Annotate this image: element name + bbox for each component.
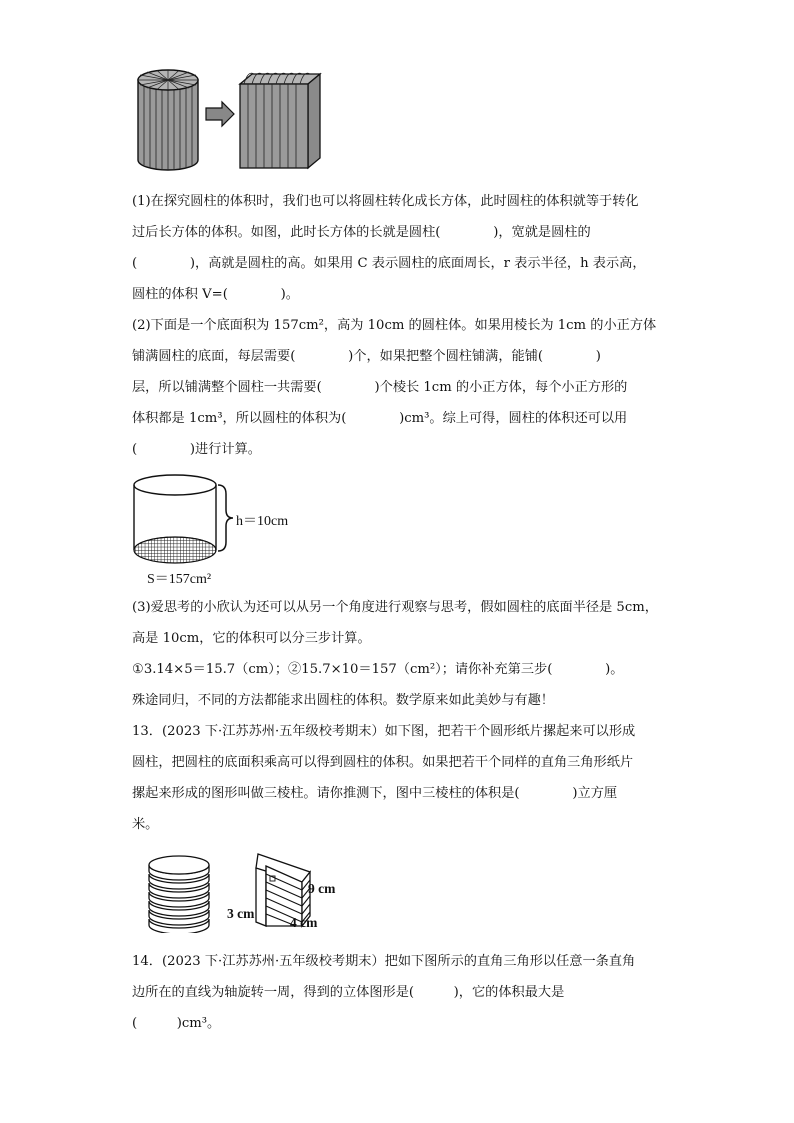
prism-height-label: 9 cm (308, 881, 336, 896)
q12-part2-line3: 层，所以铺满整个圆柱一共需要( )个棱长 1cm 的小正方体，每个小正方形的 (132, 380, 628, 395)
q12-part1-line2: 过后长方体的体积。如图，此时长方体的长就是圆柱( )，宽就是圆柱的 (132, 225, 591, 240)
q12-part1-line4: 圆柱的体积 V=( )。 (132, 287, 299, 302)
prism-side-a-label: 3 cm (227, 906, 255, 921)
area-label: S＝157cm² (147, 572, 212, 587)
q14-line2: 边所在的直线为轴旋转一周，得到的立体图形是( )，它的体积最大是 (132, 985, 565, 1000)
q12-part2-line4: 体积都是 1cm³，所以圆柱的体积为( )cm³。综上可得，圆柱的体积还可以用 (132, 411, 628, 426)
q13-line2: 圆柱，把圆柱的底面积乘高可以得到圆柱的体积。如果把若干个同样的直角三角形纸片 (132, 755, 634, 770)
q12-part3-line4: 殊途同归，不同的方法都能求出圆柱的体积。数学原来如此美妙与有趣！ (132, 693, 554, 708)
q13-line3: 摞起来形成的图形叫做三棱柱。请你推测下，图中三棱柱的体积是( )立方厘 (132, 786, 618, 801)
cylinder-to-cuboid-figure (130, 62, 340, 178)
q12-part3-line1: (3)爱思考的小欣认为还可以从另一个角度进行观察与思考，假如圆柱的底面半径是 5cm， (132, 600, 658, 615)
q12-part1-line1: (1)在探究圆柱的体积时，我们也可以将圆柱转化成长方体，此时圆柱的体积就等于转化 (132, 194, 639, 209)
prism-side-b-label: 4 cm (290, 915, 318, 930)
q13-line4: 米。 (132, 817, 159, 832)
q12-part3-line3: ①3.14×5＝15.7（cm）；②15.7×10＝157（cm²）；请你补充第三步( )。 (132, 662, 624, 677)
right-arrow-icon (206, 102, 234, 126)
sliced-cylinder (138, 70, 198, 170)
q12-part2-line1: (2)下面是一个底面积为 157cm²，高为 10cm 的圆柱体。如果用棱长为 1cm 的小正方体 (132, 318, 657, 333)
q12-part1-line3: ( )，高就是圆柱的高。如果用 C 表示圆柱的底面周长，r 表示半径，h 表示高， (132, 256, 646, 271)
height-brace-icon (216, 484, 234, 552)
q12-part2-line5: ( )进行计算。 (132, 442, 261, 457)
q14-line1: 14．(2023 下·江苏苏州·五年级校考期末）把如下图所示的直角三角形以任意一条直角 (132, 954, 636, 969)
cuboid (240, 73, 320, 168)
q13-line1: 13．(2023 下·江苏苏州·五年级校考期末）如下图，把若干个圆形纸片摞起来可以形成 (132, 724, 636, 739)
q12-part2-line2: 铺满圆柱的底面，每层需要( )个，如果把整个圆柱铺满，能铺( ) (132, 349, 601, 364)
stacked-discs-figure (146, 853, 212, 933)
q14-line3: ( )cm³。 (132, 1016, 221, 1031)
height-label: h＝10cm (236, 514, 289, 529)
q12-part3-line2: 高是 10cm，它的体积可以分三步计算。 (132, 631, 371, 646)
